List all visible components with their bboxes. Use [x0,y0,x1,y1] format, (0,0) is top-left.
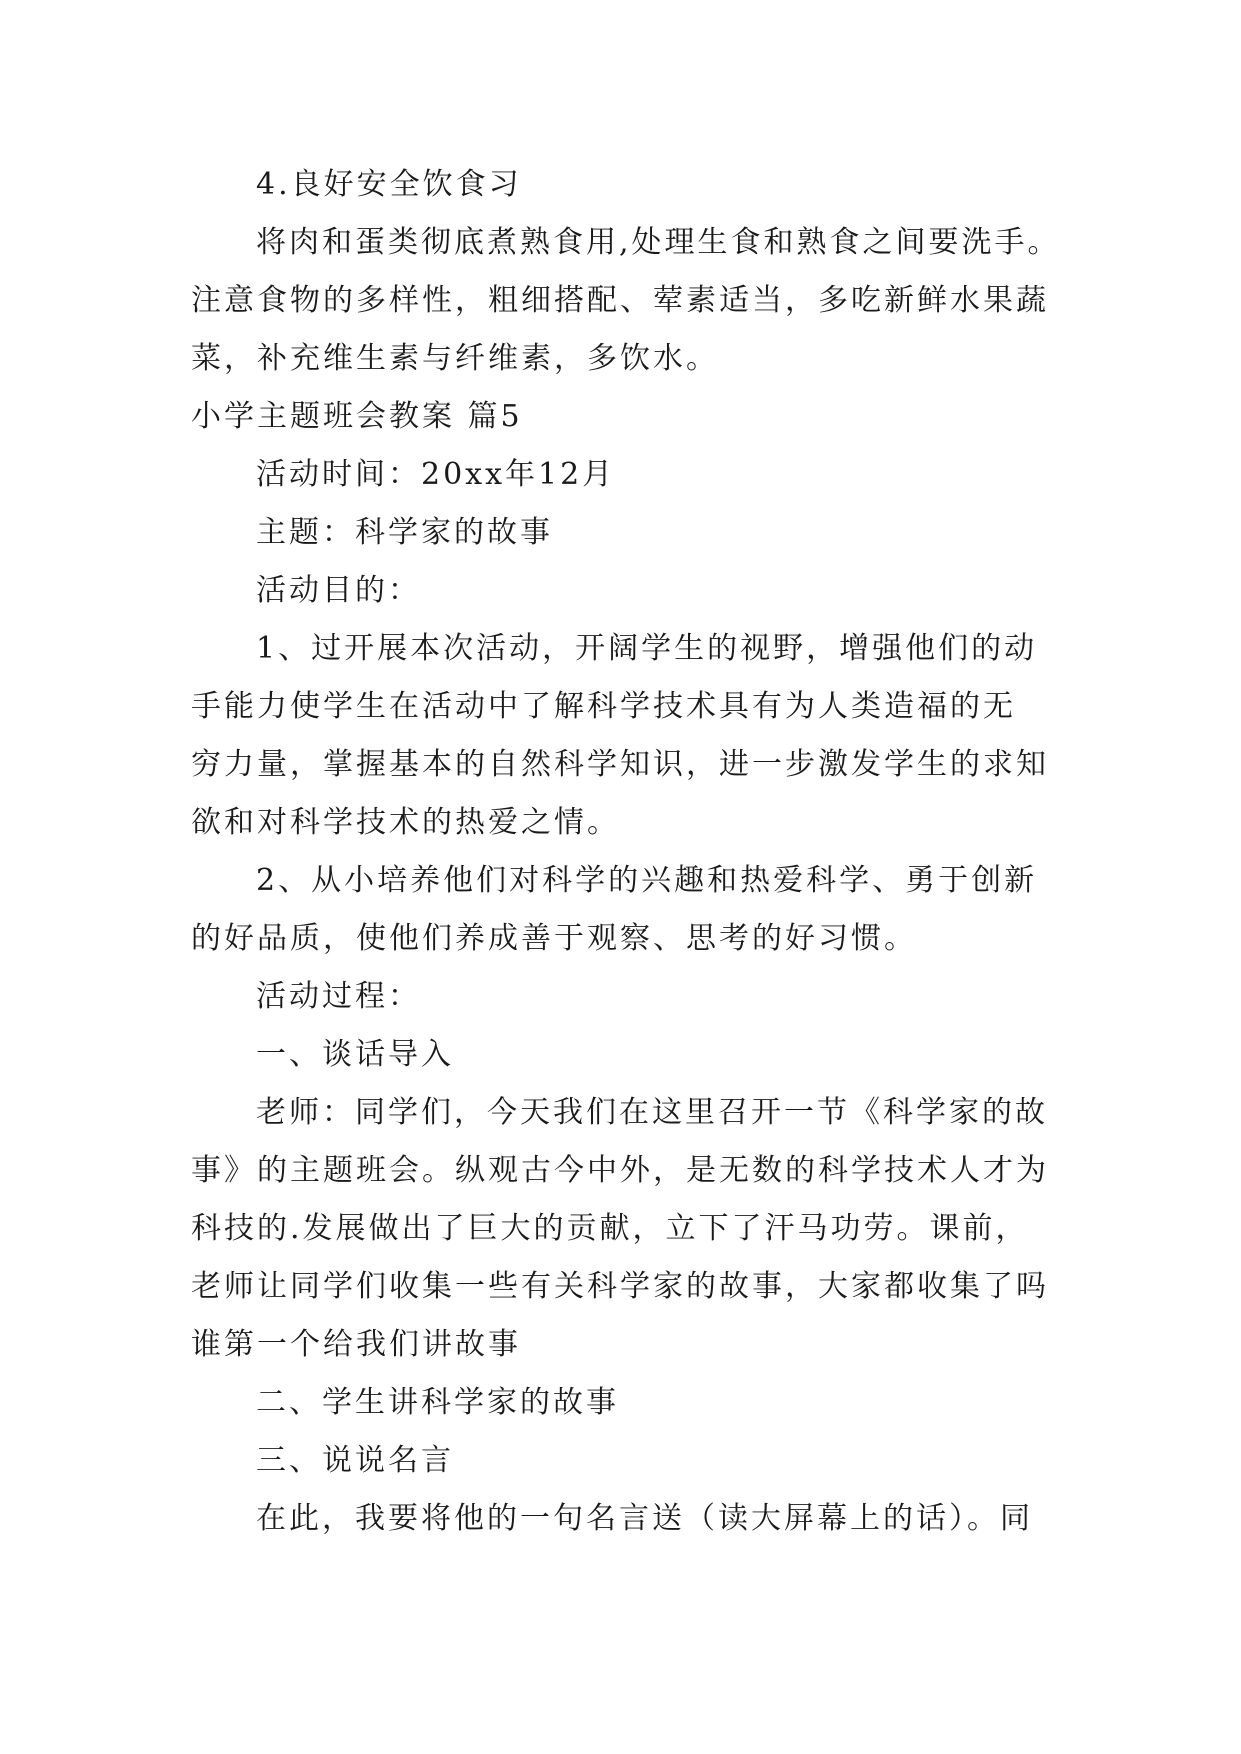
paragraph-line: 在此，我要将他的一句名言送（读大屏幕上的话）。同 [256,1501,1033,1536]
lesson-title: 小学主题班会教案 篇5 [191,399,523,434]
paragraph-line: 老师：同学们，今天我们在这里召开一节《科学家的故 [256,1095,1048,1130]
section-heading: 二、学生讲科学家的故事 [256,1385,619,1420]
paragraph-line: 1、过开展本次活动，开阔学生的视野，增强他们的动 [256,631,1038,666]
paragraph-line: 2、从小培养他们对科学的兴趣和热爱科学、勇于创新 [256,863,1038,898]
paragraph-line: 老师让同学们收集一些有关科学家的故事，大家都收集了吗 [191,1269,1049,1304]
paragraph-line: 手能力使学生在活动中了解科学技术具有为人类造福的无 [191,689,1016,724]
paragraph-line: 事》的主题班会。纵观古今中外，是无数的科学技术人才为 [191,1153,1049,1188]
section-heading: 活动目的： [256,573,421,608]
paragraph-line: 的好品质，使他们养成善于观察、思考的好习惯。 [191,921,917,956]
section-heading: 一、谈话导入 [256,1037,454,1072]
paragraph-line: 注意食物的多样性，粗细搭配、荤素适当，多吃新鲜水果蔬 [191,283,1049,318]
paragraph-line: 穷力量，掌握基本的自然科学知识，进一步激发学生的求知 [191,747,1049,782]
paragraph-line: 科技的.发展做出了巨大的贡献，立下了汗马功劳。课前， [191,1211,1029,1246]
paragraph-line: 菜，补充维生素与纤维素，多饮水。 [191,341,719,376]
section-heading: 4.良好安全饮食习 [256,167,522,202]
paragraph-line: 欲和对科学技术的热爱之情。 [191,805,620,840]
paragraph-line: 谁第一个给我们讲故事 [191,1327,521,1362]
section-heading: 活动过程： [256,979,421,1014]
activity-theme: 主题：科学家的故事 [256,515,553,550]
paragraph-line: 将肉和蛋类彻底煮熟食用,处理生食和熟食之间要洗手。 [256,225,1061,260]
activity-time: 活动时间：20xx年12月 [256,457,616,492]
section-heading: 三、说说名言 [256,1443,454,1478]
